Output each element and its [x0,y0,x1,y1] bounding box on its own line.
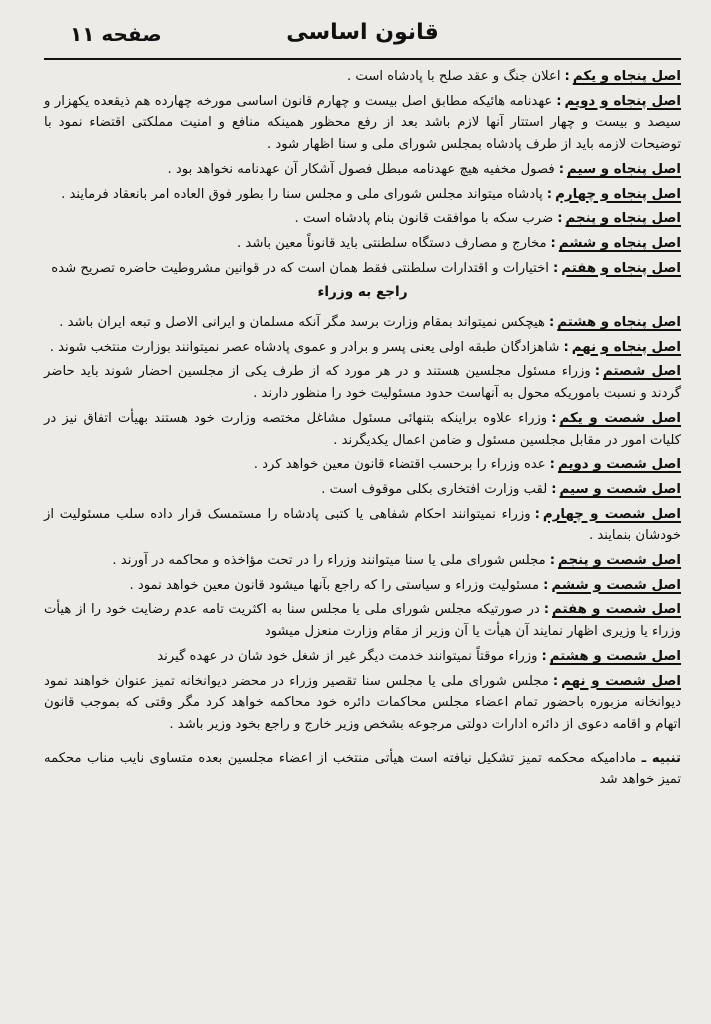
article [44,671,681,736]
article-colon: : [541,648,547,664]
article-text: مخارج و مصارف دستگاه سلطنتی باید قانوناً معین باشد . [237,235,547,251]
footnote-text: مادامیکه محکمه تمیز تشکیل نیافته است هیأتی منتخب از اعضاء مجلسین بعده متساوی نایب مناب محکمه تمیز خواهد شد [44,750,681,788]
article-colon: : [552,673,559,689]
article-text: عهدنامه هائیکه مطابق اصل بیست و چهارم قانون اساسی مورخه چهارده هم ذیقعده یکهزار و سیصد و بیست و چهار استتار آنها لازم باشد بعد از رفع محظور همینکه منافع و امنیت مملکتی اقتضاء نمود با توضیحات لازمه باید از طرف پادشاه بمجلس شورای ملی و سنا اظهار شود . [44,93,681,153]
article [44,184,681,206]
article-colon: : [543,602,550,618]
article-heading: اصل شصت و یکم [559,410,681,426]
article-text: پادشاه میتواند مجلس شورای ملی و مجلس سنا را بطور فوق العاده امر بانعقاد فرمایند . [61,186,543,202]
article-heading: اصل شصت و ششم [551,577,681,593]
article-text: وزراء نمیتوانند احکام شفاهی یا کتبی پادشاه را مستمسک قرار داده سلب مسئولیت از خودشان بنمایند . [44,506,681,544]
article [44,454,681,476]
article-colon: : [552,260,559,276]
article-colon: : [548,315,555,331]
article-text: اختیارات و اقتدارات سلطنتی فقط همان است که در قوانین مشروطیت حاضره تصریح شده [51,260,549,276]
article-heading: اصل شصت و چهارم [542,506,681,522]
article-text: هیچکس نمیتواند بمقام وزارت برسد مگر آنکه مسلمان و ایرانی الاصل و تبعه ایران باشد . [59,315,545,331]
article-colon: : [543,577,549,593]
article-text: وزراء موقتاً نمیتوانند خدمت دیگر غیر از شغل خود شان در عهده گیرند [157,648,538,664]
article [44,258,681,280]
article-text: لقب وزارت افتخاری بکلی موقوف است . [321,481,548,497]
article [44,408,681,451]
article [44,479,681,501]
article-colon: : [551,410,557,426]
article-text: مسئولیت وزراء و سیاستی را که راجع بآنها میشود قانون معین خواهد نمود . [129,577,540,593]
footnote-label: تنبیه ـ [641,750,681,766]
article [44,208,681,230]
article-heading: اصل شصت و نهم [561,673,682,689]
article-text: مجلس شورای ملی یا سنا میتوانند وزراء را در تحت مؤاخذه و محاکمه در آورند . [112,553,546,569]
article-text: ضرب سکه با موافقت قانون بنام پادشاه است . [294,211,554,227]
article-colon: : [550,235,556,251]
article-colon: : [564,69,570,84]
article-colon: : [534,506,540,522]
article-colon: : [546,186,553,202]
article-text: وزراء علاوه براینکه بتنهائی مسئول مشاغل مختصه وزارت خود هستند بهیأت اتفاق نیز در کلیات امور در مقابل مجلسین مسئول و ضامن اعمال یکدیگرند . [44,410,681,448]
article-heading: اصل شصت و پنجم [558,553,681,569]
article-colon: : [557,211,563,227]
article-colon: : [551,481,557,497]
article-colon: : [556,93,562,109]
article-colon: : [549,553,556,569]
section-title: راجع به وزراء [317,284,408,301]
article-heading: اصل پنجاه و پنجم [565,211,681,227]
article-text: عده وزراء را برحسب اقتضاء قانون معین خواهد کرد . [253,457,546,473]
article-heading: اصل پنجاه و ششم [558,235,681,251]
article-text: اعلان جنگ و عقد صلح با پادشاه است . [346,69,561,84]
article-heading: اصل شصت و هشتم [549,648,681,664]
article-heading: اصل پنجاه و سیم [566,161,681,177]
article [44,233,681,255]
article-heading: اصل پنجاه و چهارم [555,186,681,202]
article-colon: : [563,339,569,355]
article [44,312,681,334]
article-text: فصول مخفیه هیچ عهدنامه مبطل فصول آشکار آن عهدنامه نخواهد بود . [167,161,555,177]
article [44,159,681,181]
article [44,361,681,404]
article [44,91,681,156]
page-header [44,8,681,54]
article [44,599,681,642]
article-heading: اصل شصت و دویم [557,457,681,473]
article [44,337,681,359]
article-heading: اصل پنجاه و نهم [571,339,681,355]
article [44,504,681,547]
header-divider [44,58,681,60]
page-number: صفحه ۱۱ [70,22,162,46]
article-heading: اصل پنجاه و هفتم [561,260,681,276]
article-text: شاهزادگان طبقه اولی یعنی پسر و برادر و عموی پادشاه عصر نمیتوانند بوزارت منتخب شوند . [49,339,560,355]
article-heading: اصل پنجاه و هشتم [557,315,681,331]
document-body [44,66,681,791]
article-heading: اصل شصت و سیم [559,481,681,497]
article-text: وزراء مسئول مجلسین هستند و در هر مورد که از طرف یکی از مجلسین احضار شوند باید حاضر گردند و نسبت باموریکه محول به آنهاست حدود مسئولیت خود را منظور دارند . [44,364,681,402]
article-colon: : [549,457,555,473]
page-title: قانون اساسی [286,20,439,45]
article-heading: اصل پنجاه و دویم [564,93,681,109]
article [44,646,681,668]
article-colon: : [558,161,564,177]
articles-group-2 [44,312,681,736]
articles-group-1 [44,66,681,279]
article-heading: اصل پنجاه و یکم [572,69,681,84]
article [44,66,681,88]
article [44,575,681,597]
article-heading: اصل شصتم [603,364,681,380]
article-colon: : [594,364,601,380]
footnote [44,748,681,791]
article-heading: اصل شصت و هفتم [552,602,682,618]
article [44,550,681,572]
article-text: مجلس شورای ملی یا مجلس سنا تقصیر وزراء در محضر دیوانخانه تمیز عنوان خواهند نمود دیوانخانه مزبوره باحضور تمام اعضاء مجلس محاکمات دائره خود محاکمه خواهد کرد مگر وقتی که بموجب قانون اتهام و اقامه دعوی از دائره ادارات دولتی مرجوعه بشخص وزیر خارج و راجع بخود وزیر باشد . [44,673,681,732]
article-text: در صورتیکه مجلس شورای ملی یا مجلس سنا به اکثریت تامه عدم رضایت خود را از هیأت وزراء یا وزیری اظهار نمایند آن هیأت یا آن وزیر از مقام وزارت منعزل میشود [44,602,681,640]
